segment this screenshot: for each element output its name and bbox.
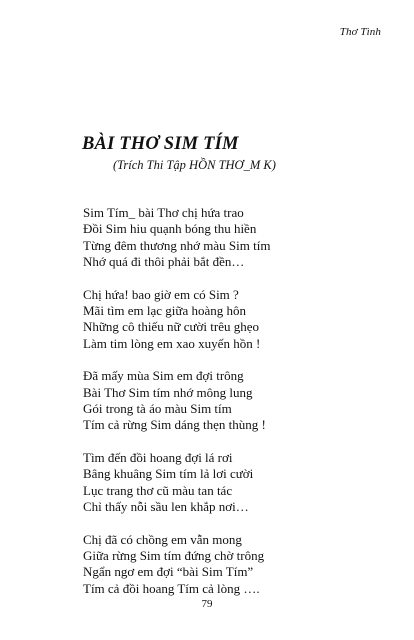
verse-line: Lục trang thơ cũ màu tan tác bbox=[83, 482, 233, 498]
poem-body bbox=[83, 205, 383, 613]
stanza-1 bbox=[83, 205, 383, 271]
verse-line: Nhớ quá đi thôi phải bắt đền… bbox=[83, 254, 245, 270]
poem-title: BÀI THƠ SIM TÍM bbox=[82, 134, 239, 154]
verse-line: Làm tim lòng em xao xuyến hồn ! bbox=[83, 335, 261, 351]
verse-line: Chị đã có chồng em vẫn mong bbox=[83, 531, 242, 547]
verse-line: Tím cả rừng Sim dáng thẹn thùng ! bbox=[83, 417, 266, 433]
verse-line: Sim Tím_ bài Thơ chị hứa trao bbox=[83, 205, 244, 220]
verse-line: Đã mấy mùa Sim em đợi trông bbox=[83, 368, 244, 384]
verse-line: Đồi Sim hiu quạnh bóng thu hiền bbox=[83, 221, 257, 237]
verse-line: Tìm đến đồi hoang đợi lá rơi bbox=[83, 449, 233, 465]
verse-line: Những cô thiếu nữ cười trêu ghẹo bbox=[83, 319, 260, 335]
verse-line: Tím cả đồi hoang Tím cả lòng …. bbox=[83, 580, 260, 596]
verse-line: Chỉ thấy nỗi sầu len khắp nơi… bbox=[83, 499, 249, 515]
verse-line: Mãi tìm em lạc giữa hoàng hôn bbox=[83, 303, 247, 319]
verse-line: Bài Thơ Sim tím nhớ mông lung bbox=[83, 384, 253, 400]
page-number: 79 bbox=[201, 598, 213, 610]
verse-line: Gói trong tà áo màu Sim tím bbox=[83, 401, 232, 417]
verse-line: Từng đêm thương nhớ màu Sim tím bbox=[83, 237, 271, 253]
stanza-4 bbox=[83, 450, 383, 516]
verse-line: Ngẩn ngơ em đợi “bài Sim Tím” bbox=[83, 564, 254, 580]
verse-line: Bâng khuâng Sim tím lả lơi cười bbox=[83, 466, 254, 482]
verse-line: Giữa rừng Sim tím đứng chờ trông bbox=[83, 547, 265, 563]
poem-subtitle: (Trích Thi Tập HỒN THƠ_M K) bbox=[113, 158, 276, 172]
running-header: Thơ Tình bbox=[339, 26, 381, 38]
stanza-3 bbox=[83, 368, 383, 434]
verse-line: Chị hứa! bao giờ em có Sim ? bbox=[83, 286, 239, 302]
stanza-2 bbox=[83, 287, 383, 353]
stanza-5 bbox=[83, 532, 383, 598]
